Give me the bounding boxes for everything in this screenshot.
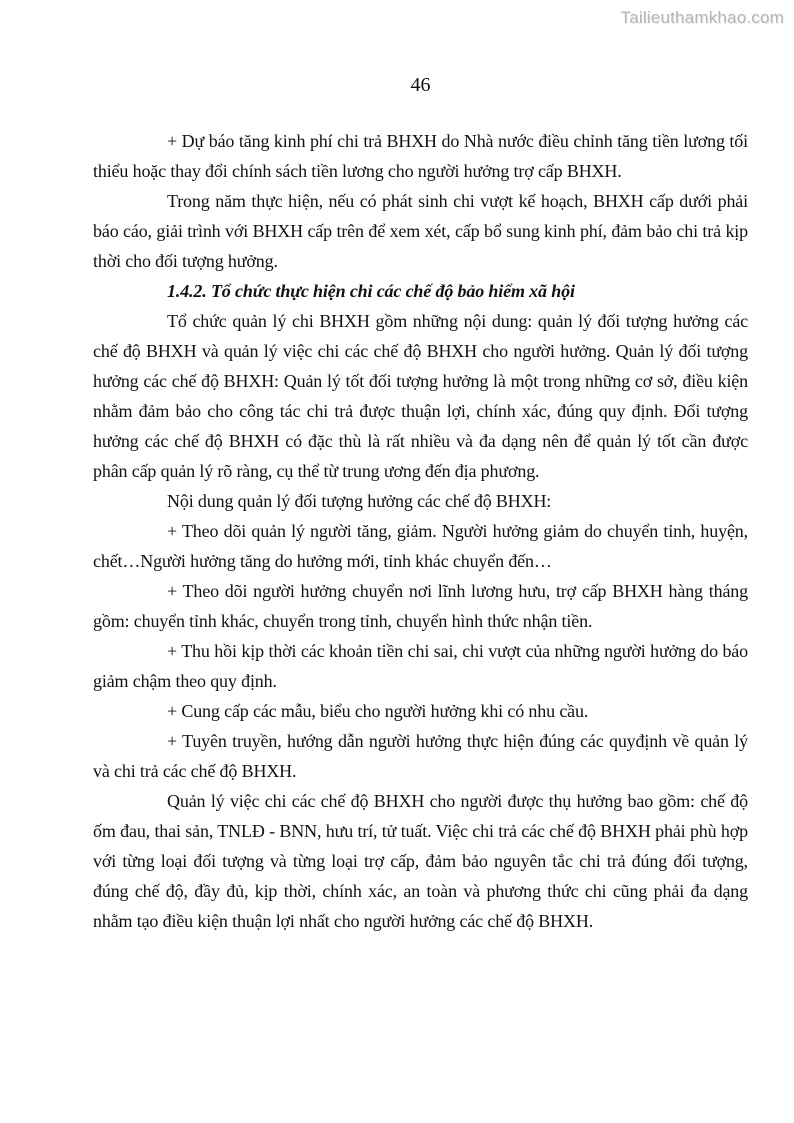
bullet-cung-cap-cac-mau-bieu: + Cung cấp các mẫu, biểu cho người hưởng khi có nhu cầu. (167, 701, 589, 721)
document-body (93, 126, 748, 936)
paragraph-trong-nam-thuc-hien: Trong năm thực hiện, nếu có phát sinh chi vượt kế hoạch, BHXH cấp dưới phải báo cáo, giải trình với BHXH cấp trên để xem xét, cấp bổ sung kinh phí, đảm bảo chi trả kịp thời cho đối tượng hưởng. (93, 191, 748, 271)
bullet-tuyen-truyen-huong-dan: + Tuyên truyền, hướng dẫn người hưởng thực hiện đúng các quyđịnh về quản lý và chi trả các chế độ BHXH. (93, 731, 748, 781)
paragraph-to-chuc-quan-ly-chi: Tổ chức quản lý chi BHXH gồm những nội dung: quản lý đối tượng hưởng các chế độ BHXH và quản lý việc chi các chế độ BHXH cho người hưởng. Quản lý đối tượng hưởng các chế độ BHXH: Quản lý tốt đối tượng hưởng là một trong những cơ sở, điều kiện nhằm đảm bảo cho công tác chi trả được thuận lợi, chính xác, đúng quy định. Đối tượng hưởng các chế độ BHXH có đặc thù là rất nhiều và đa dạng nên để quản lý tốt cần được phân cấp quản lý rõ ràng, cụ thể từ trung ương đến địa phương. (93, 311, 748, 481)
page-number: 46 (410, 74, 431, 96)
paragraph-noi-dung-quan-ly: Nội dung quản lý đối tượng hưởng các chế độ BHXH: (167, 491, 552, 511)
bullet-thu-hoi-kip-thoi: + Thu hồi kịp thời các khoản tiền chi sai, chi vượt của những người hưởng do báo giảm chậm theo quy định. (93, 641, 748, 691)
paragraph-quan-ly-viec-chi: Quản lý việc chi các chế độ BHXH cho người được thụ hưởng bao gồm: chế độ ốm đau, thai sản, TNLĐ - BNN, hưu trí, tử tuất. Việc chi trả các chế độ BHXH phải phù hợp với từng loại đối tượng và từng loại trợ cấp, đảm bảo nguyên tắc chi trả đúng đối tượng, đúng chế độ, đầy đủ, kịp thời, chính xác, an toàn và phương thức chi cũng phải đa dạng nhằm tạo điều kiện thuận lợi nhất cho người hưởng các chế độ BHXH. (93, 791, 748, 931)
bullet-theo-doi-nguoi-huong-chuyen-noi: + Theo dõi người hưởng chuyển nơi lĩnh lương hưu, trợ cấp BHXH hàng tháng gồm: chuyển tỉnh khác, chuyển trong tỉnh, chuyển hình thức nhận tiền. (93, 581, 748, 631)
bullet-theo-doi-quan-ly-nguoi-tang-giam: + Theo dõi quản lý người tăng, giảm. Người hưởng giảm do chuyển tỉnh, huyện, chết…Người hưởng tăng do hưởng mới, tỉnh khác chuyển đến… (93, 521, 748, 571)
section-heading-1-4-2: 1.4.2. Tổ chức thực hiện chi các chế độ bảo hiểm xã hội (167, 281, 575, 301)
paragraph-du-bao-tang-kinh-phi: + Dự báo tăng kinh phí chi trả BHXH do Nhà nước điều chỉnh tăng tiền lương tối thiểu hoặc thay đổi chính sách tiền lương cho người hưởng trợ cấp BHXH. (93, 131, 748, 181)
watermark-text: Tailieuthamkhao.com (620, 8, 784, 27)
